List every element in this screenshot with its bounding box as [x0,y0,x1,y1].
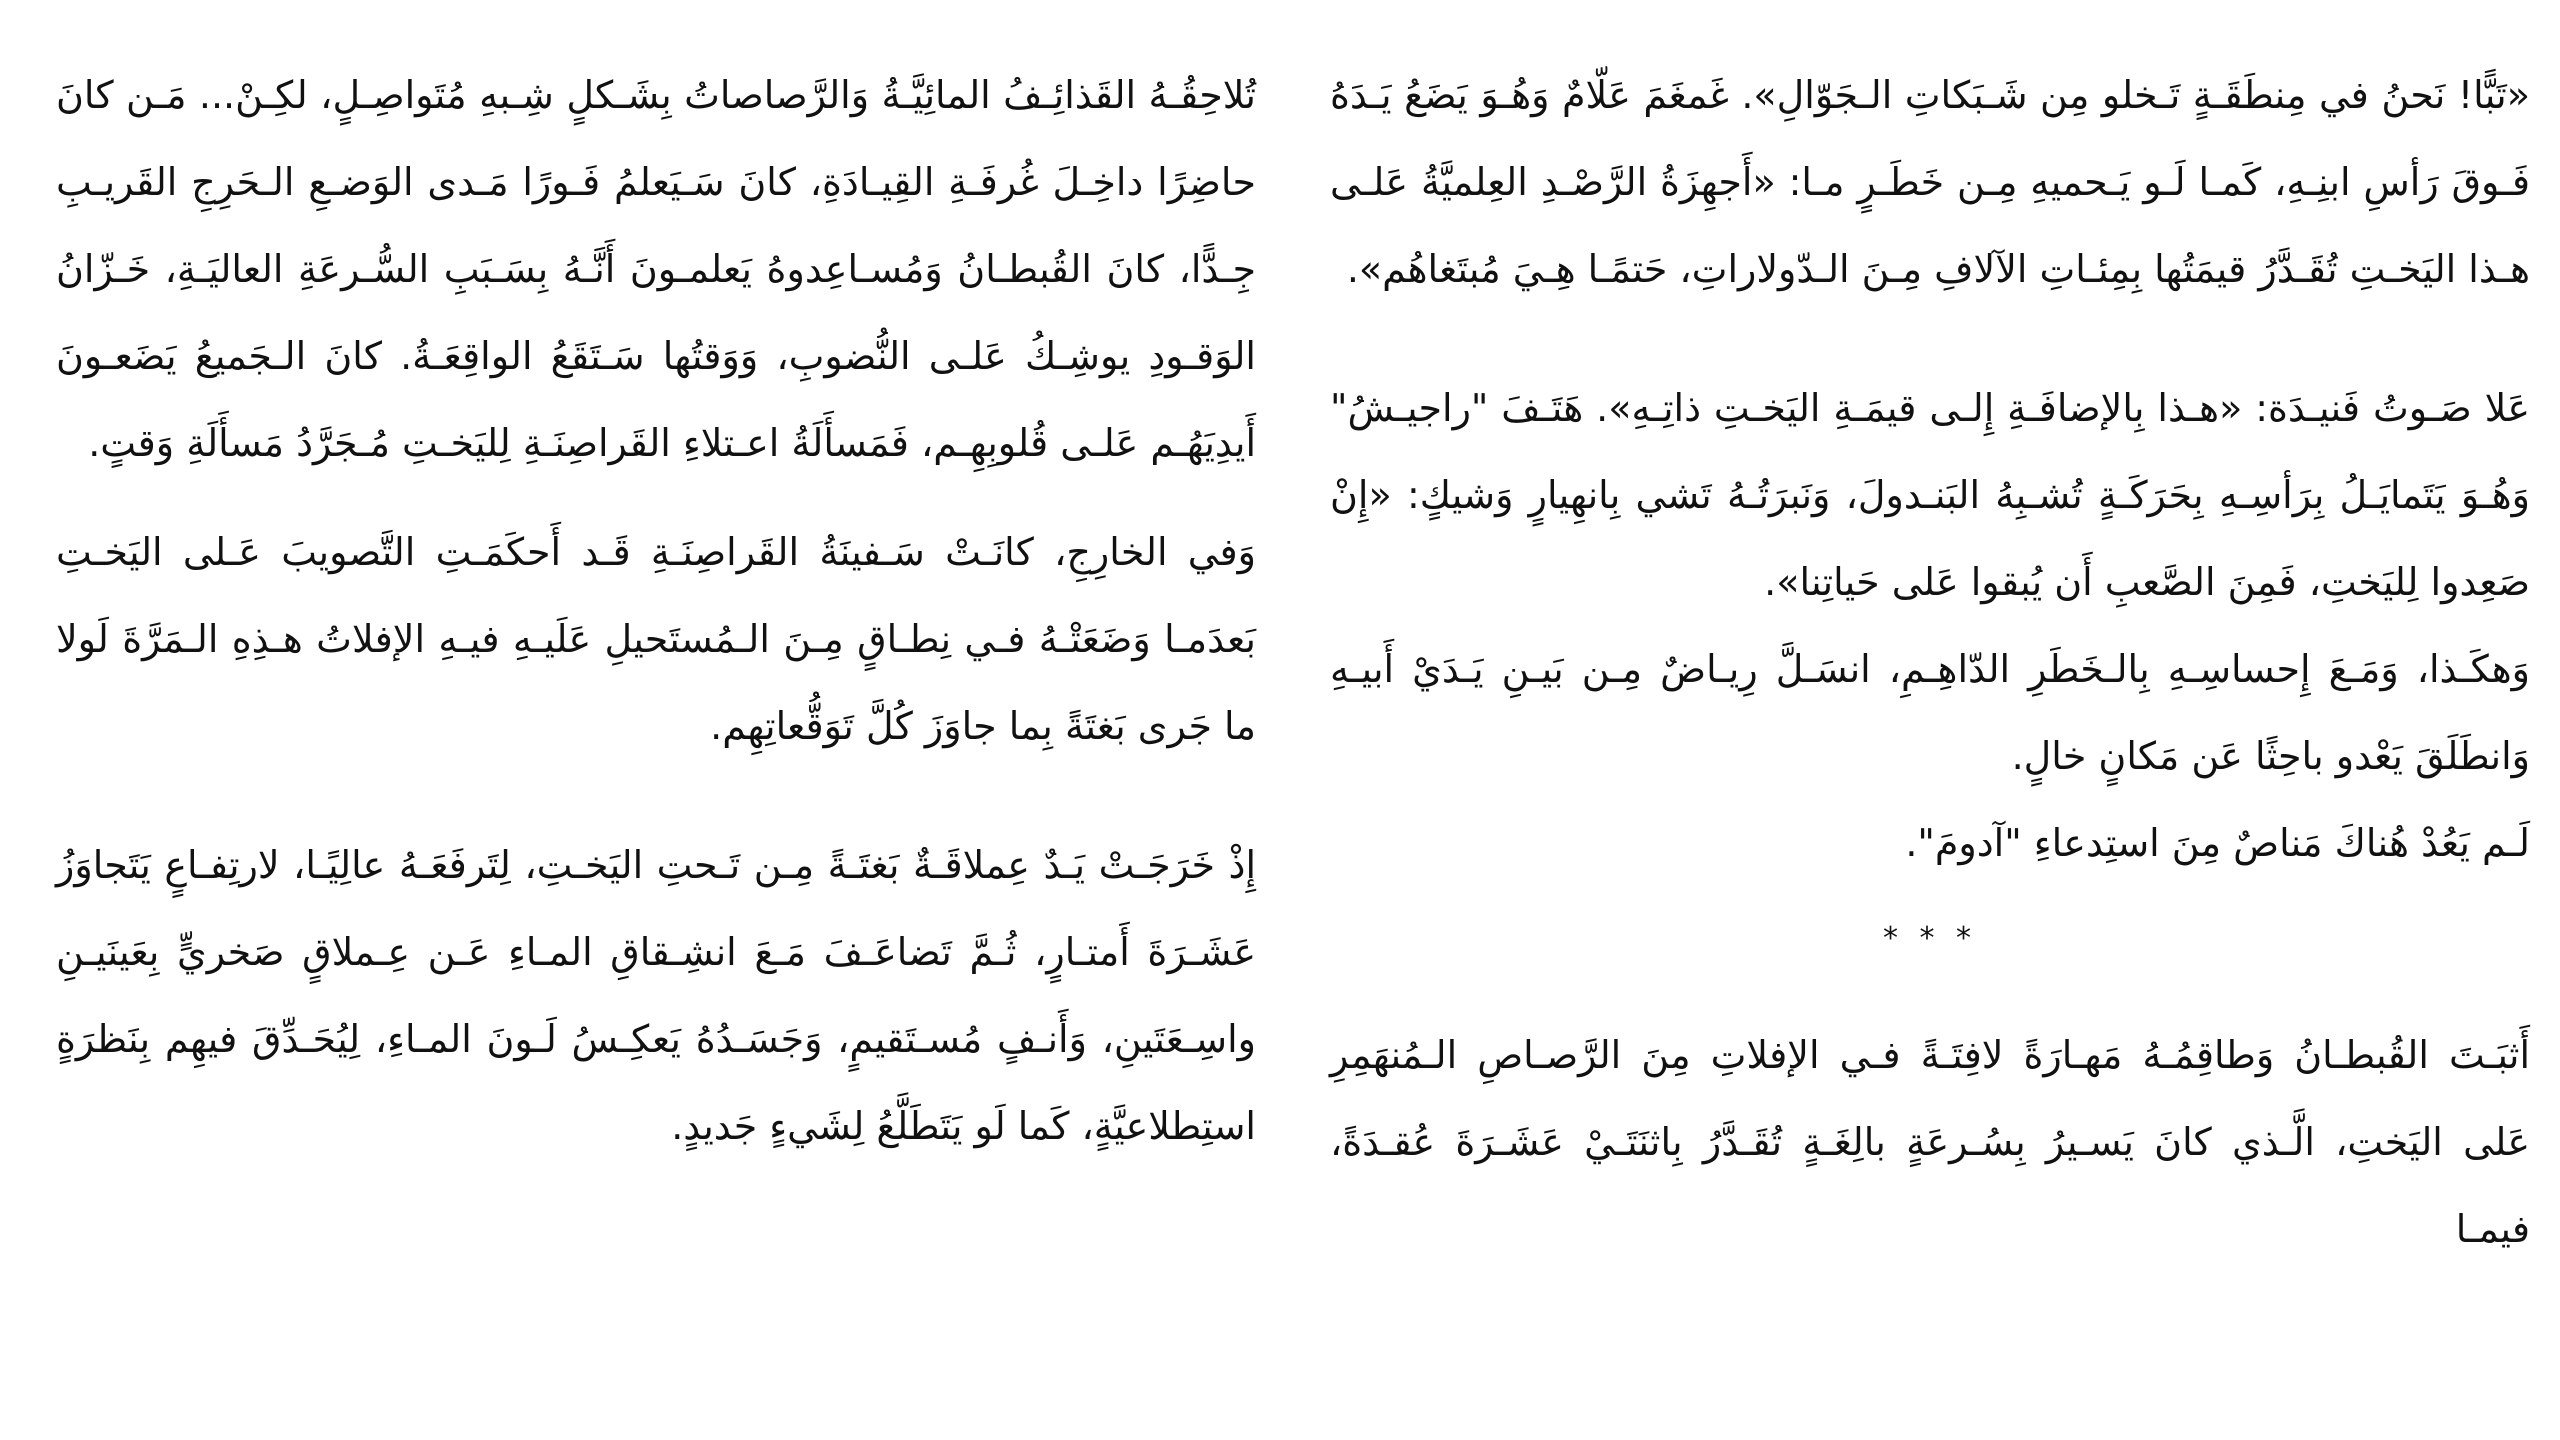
right-paragraph-2: عَلا صَـوتُ فَنيـدَة: «هـذا بِالإضافَـةِ إِلـى قيمَـةِ اليَخـتِ ذاتِـهِ». هَتَـفَ "راجيـشُ" وَهُـوَ يَتَمايَـلُ بِرَأسِـهِ بِحَرَكَـةٍ تُشـبِهُ البَنـدولَ، وَنَبرَتُـهُ تَشي بِانهِيارٍ وَشيكٍ: «إِنْ صَعِدوا لِليَختِ، فَمِنَ الصَّعبِ أَن يُبقوا عَلى حَياتِنا». [1330,386,2530,604]
right-page [1330,52,2530,1273]
right-paragraph-4: لَـم يَعُدْ هُناكَ مَناصٌ مِنَ استِدعاءِ "آدومَ". [1905,821,2530,865]
left-paragraph-1: تُلاحِقُـهُ القَذائِـفُ المائِيَّـةُ وَالرَّصاصاتُ بِشَـكلٍ شِـبهِ مُتَواصِـلٍ، لكِـنْ... مَـن كانَ حاضِرًا داخِـلَ غُرفَـةِ القِيـادَةِ، كانَ سَـيَعلمُ فَـورًا مَـدى الوَضـعِ الـحَرِجِ القَريـبِ جِـدًّا، كانَ القُبطـانُ وَمُسـاعِدوهُ يَعلمـونَ أَنَّـهُ بِسَـبَبِ السُّـرعَةِ العاليَـةِ، خَـزّانُ الوَقـودِ يوشِـكُ عَلـى النُّضوبِ، وَوَقتُها سَـتَقَعُ الواقِعَـةُ. كانَ الـجَميعُ يَضَعـونَ أَيدِيَهُـم عَلـى قُلوبِهِـم، فَمَسأَلَةُ اعـتلاءِ القَراصِنَـةِ لِليَخـتِ مُـجَرَّدُ مَسأَلَةِ وَقتٍ. [56,73,1256,465]
left-paragraph-3: إِذْ خَرَجَـتْ يَـدٌ عِملاقَـةٌ بَغتَـةً مِـن تَـحتِ اليَخـتِ، لِتَرفَعَـهُ عالِيًـا، لارتِفـاعٍ يَتَجاوَزُ عَشَـرَةَ أَمتـارٍ، ثُـمَّ تَضاعَـفَ مَـعَ انشِـقاقِ المـاءِ عَـن عِـملاقٍ صَخريٍّ بِعَينَيـنِ واسِـعَتَينِ، وَأَنـفٍ مُسـتَقيمٍ، وَجَسَـدُهُ يَعكِـسُ لَـونَ المـاءِ، لِيُحَـدِّقَ فيهِم بِنَظرَةٍ استِطلاعيَّةٍ، كَما لَو يَتَطَلَّعُ لِشَيءٍ جَديدٍ. [56,843,1256,1148]
left-paragraph-2: وَفي الخارِجِ، كانَـتْ سَـفينَةُ القَراصِنَـةِ قَـد أَحكَمَـتِ التَّصويبَ عَـلى اليَخـتِ بَعدَمـا وَضَعَتْـهُ فـي نِطـاقٍ مِـنَ الـمُستَحيلِ عَلَيـهِ فيـهِ الإفلاتُ هـذِهِ الـمَرَّةَ لَولا ما جَرى بَغتَةً بِما جاوَزَ كُلَّ تَوَقُّعاتِهِم. [56,530,1256,748]
right-paragraph-5: أَثبَـتَ القُبطـانُ وَطاقِمُـهُ مَهـارَةً لافِتَـةً فـي الإفلاتِ مِنَ الرَّصـاصِ الـمُنهَمِرِ عَلى اليَختِ، الَّـذي كانَ يَسـيرُ بِسُـرعَةٍ بالِغَـةٍ تُقَـدَّرُ بِاثنَتَـيْ عَشَـرَةَ عُقـدَةً، فيمـا [1330,1033,2530,1251]
right-paragraph-1: «تَبًّا! نَحنُ في مِنطَقَـةٍ تَـخلو مِن شَـبَكاتِ الـجَوّالِ». غَمغَمَ عَلّامٌ وَهُـوَ يَضَعُ يَـدَهُ فَـوقَ رَأسِ ابنِـهِ، كَمـا لَـو يَـحميهِ مِـن خَطَـرٍ مـا: «أَجهِزَةُ الرَّصْـدِ العِلميَّةُ عَلـى هـذا اليَخـتِ تُقَـدَّرُ قيمَتُها بِمِئـاتِ الآلافِ مِـنَ الـدّولاراتِ، حَتمًـا هِـيَ مُبتَغاهُم». [1330,73,2530,291]
right-paragraph-3: وَهكَـذا، وَمَـعَ إِحساسِـهِ بِالـخَطَرِ الدّاهِـمِ، انسَـلَّ رِيـاضٌ مِـن بَيـنِ يَـدَيْ أَبيـهِ وَانطَلَقَ يَعْدو باحِثًا عَن مَكانٍ خالٍ. [1330,647,2530,778]
section-separator: * * * [1882,921,1978,956]
left-page [56,52,1256,1170]
